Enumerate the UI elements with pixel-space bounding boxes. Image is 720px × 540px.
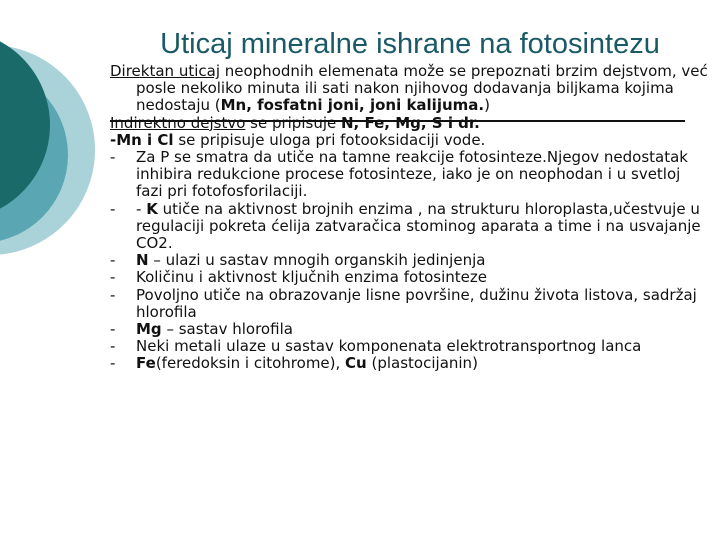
dash-bullet: -: [110, 354, 116, 373]
dash-bullet: -: [110, 199, 116, 218]
dash-bullet: -: [110, 285, 116, 304]
paragraph-indirect-effect: Indirektno dejstvo se pripisuje N, Fe, Mg, S i dr.: [110, 113, 480, 132]
list-item-metals: - Neki metali ulaze u sastav komponenata elektrotransportnog lanca: [110, 337, 642, 356]
paragraph-mn-cl: -Mn i Cl se pripisuje uloga pri fotooksidaciji vode.: [110, 130, 486, 149]
list-item-fe-cu: - Fe(feredoksin i citohrome), Cu (plastocijanin): [110, 354, 478, 373]
slide-content: [110, 63, 710, 373]
dash-bullet: -: [110, 320, 116, 339]
term-direct-effect: Direktan uticaj: [110, 62, 220, 80]
list-item-k: - - K utiče na aktivnost brojnih enzima , na strukturu hloroplasta,učestvuje u regulaciji pokreta ćelija zatvaračica stominog aparata a time i na usvajanje CO2.: [110, 199, 701, 253]
decorative-circles: [0, 0, 110, 540]
slide-title: Uticaj mineralne ishrane na fotosintezu: [160, 28, 660, 60]
list-item-p: - Za P se smatra da utiče na tamne reakcije fotosinteze.Njegov nedostatak inhibira redukcione procese fotosinteze, iako je on neophodan i u svetloj fazi pri fotofosforilaciji.: [110, 148, 688, 201]
list-item-leaf-area: - Povoljno utiče na obrazovanje lisne površine, dužinu života listova, sadržaj hlorofila: [110, 285, 697, 321]
term-indirect-effect: Indirektno dejstvo: [110, 113, 246, 132]
dash-bullet: -: [110, 268, 116, 287]
list-item-mg: - Mg – sastav hlorofila: [110, 320, 293, 339]
list-item-enzymes: - Količinu i aktivnost ključnih enzima fotosinteze: [110, 268, 487, 287]
dash-bullet: -: [110, 337, 116, 356]
dash-bullet: -: [110, 148, 116, 167]
paragraph-direct-effect: Direktan uticaj neophodnih elemenata može se prepoznati brzim dejstvom, već posle nekoliko minuta ili sati nakon njihovog dodavanja biljkama kojima nedostaju (Mn, fosfatni joni, joni kalijuma.): [110, 62, 708, 115]
list-item-n: - N – ulazi u sastav mnogih organskih jedinjenja: [110, 251, 486, 270]
dash-bullet: -: [110, 251, 116, 270]
